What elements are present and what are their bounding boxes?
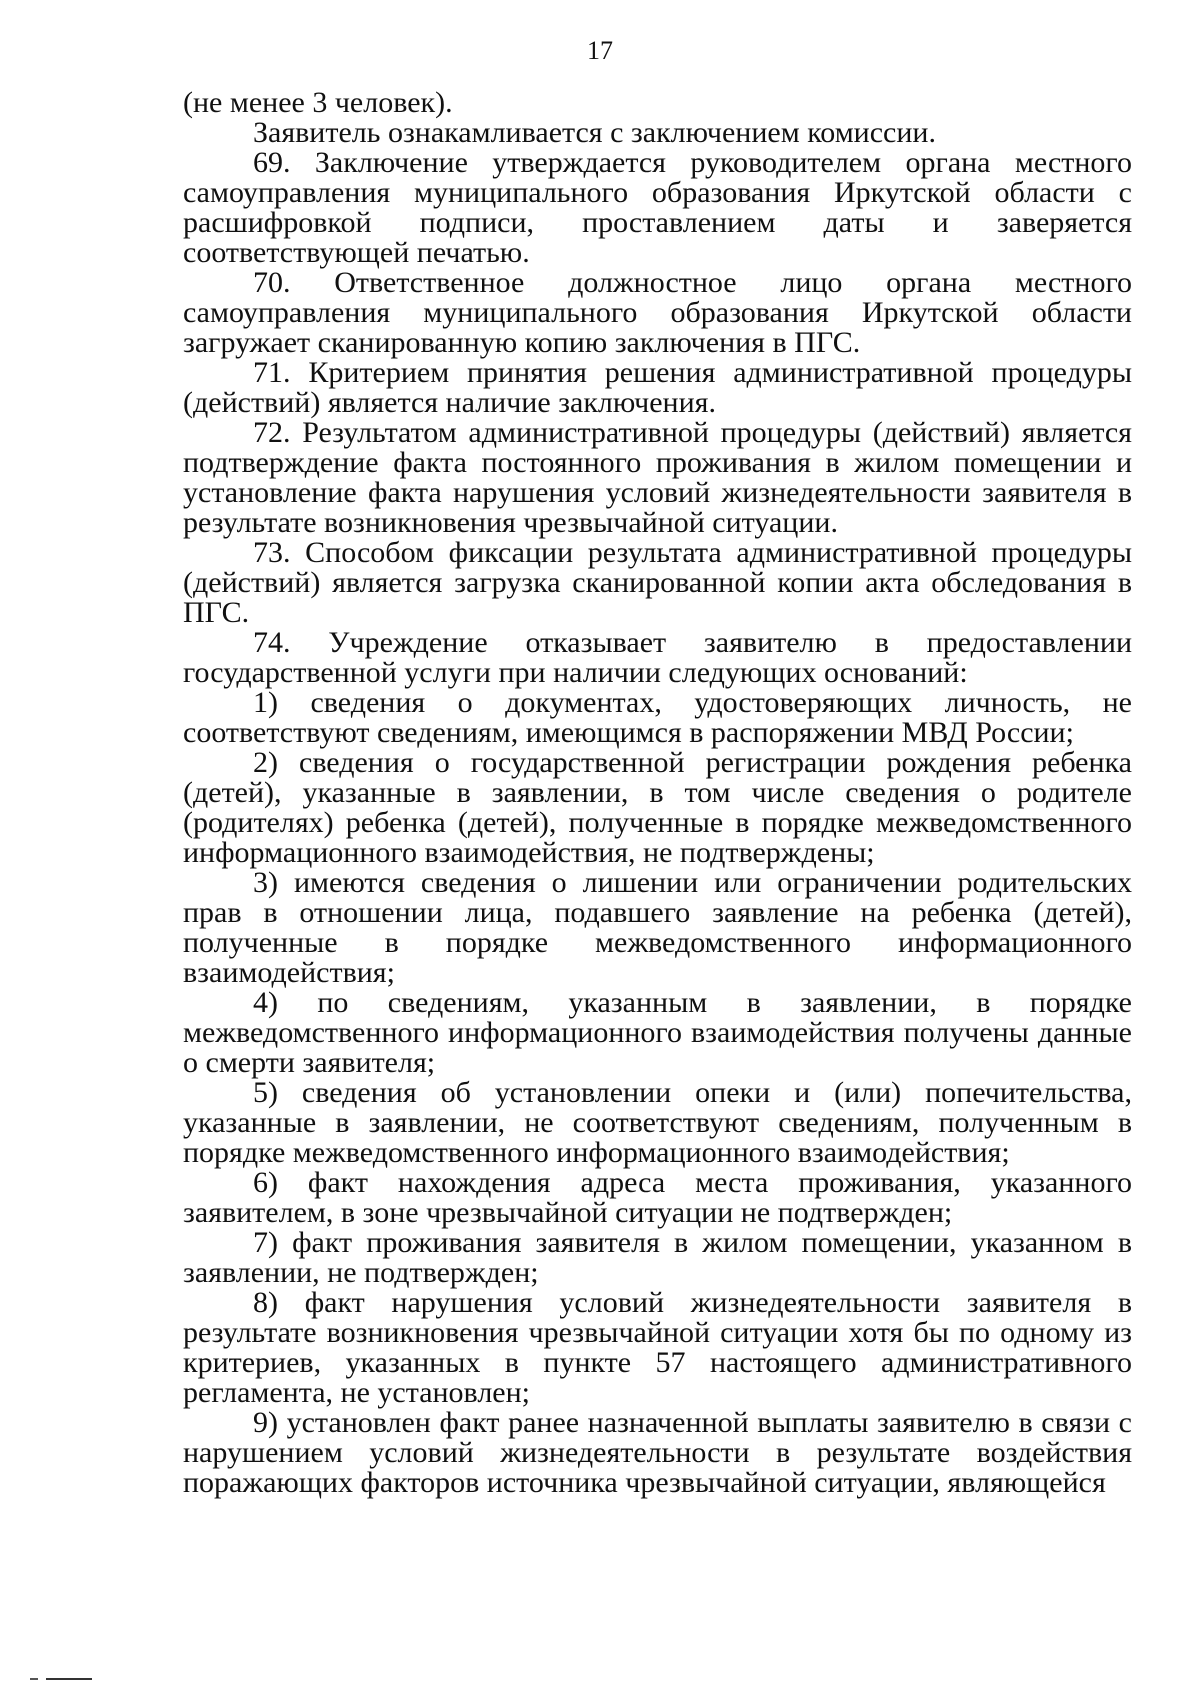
paragraph-74: 74. Учреждение отказывает заявителю в предоставлении государственной услуги при наличии следующих оснований: bbox=[183, 626, 1132, 689]
list-item-5: 5) сведения об установлении опеки и (или) попечительства, указанные в заявлении, не соответствуют сведениям, полученным в порядке межведомственного информационного взаимодействия; bbox=[183, 1076, 1132, 1169]
list-item-6: 6) факт нахождения адреса места проживания, указанного заявителем, в зоне чрезвычайной ситуации не подтвержден; bbox=[183, 1166, 1132, 1229]
list-item-3: 3) имеются сведения о лишении или ограничении родительских прав в отношении лица, подавшего заявление на ребенка (детей), полученные в порядке межведомственного информационного взаимодействия; bbox=[183, 866, 1132, 989]
paragraph-69: 69. Заключение утверждается руководителем органа местного самоуправления муниципального образования Иркутской области с расшифровкой подписи, проставлением даты и заверяется соответствующей печатью. bbox=[183, 146, 1132, 269]
paragraph-70: 70. Ответственное должностное лицо органа местного самоуправления муниципального образования Иркутской области загружает сканированную копию заключения в ПГС. bbox=[183, 266, 1132, 359]
paragraph-72: 72. Результатом административной процедуры (действий) является подтверждение факта постоянного проживания в жилом помещении и установление факта нарушения условий жизнедеятельности заявителя в результате возникновения чрезвычайной ситуации. bbox=[183, 416, 1132, 539]
list-item-7: 7) факт проживания заявителя в жилом помещении, указанном в заявлении, не подтвержден; bbox=[183, 1226, 1132, 1289]
list-item-4: 4) по сведениям, указанным в заявлении, в порядке межведомственного информационного взаимодействия получены данные о смерти заявителя; bbox=[183, 986, 1132, 1079]
scan-edge-mark bbox=[30, 1678, 100, 1680]
paragraph-continuation: (не менее 3 человек). bbox=[183, 86, 453, 119]
list-item-2: 2) сведения о государственной регистрации рождения ребенка (детей), указанные в заявлении, в том числе сведения о родителе (родителях) ребенка (детей), полученные в порядке межведомственного информационного взаимодействия, не подтверждены; bbox=[183, 746, 1132, 869]
list-item-9: 9) установлен факт ранее назначенной выплаты заявителю в связи с нарушением условий жизнедеятельности в результате воздействия поражающих факторов источника чрезвычайной ситуации, являющейся bbox=[183, 1406, 1132, 1499]
page-number: 17 bbox=[587, 36, 613, 65]
paragraph-applicant-notice: Заявитель ознакамливается с заключением комиссии. bbox=[253, 116, 936, 149]
paragraph-73: 73. Способом фиксации результата административной процедуры (действий) является загрузка сканированной копии акта обследования в ПГС. bbox=[183, 536, 1132, 629]
list-item-1: 1) сведения о документах, удостоверяющих личность, не соответствуют сведениям, имеющимся в распоряжении МВД России; bbox=[183, 686, 1132, 749]
paragraph-71: 71. Критерием принятия решения административной процедуры (действий) является наличие заключения. bbox=[183, 356, 1132, 419]
list-item-8: 8) факт нарушения условий жизнедеятельности заявителя в результате возникновения чрезвычайной ситуации хотя бы по одному из критериев, указанных в пункте 57 настоящего административного регламента, не установлен; bbox=[183, 1286, 1132, 1409]
document-body bbox=[183, 88, 1132, 1498]
